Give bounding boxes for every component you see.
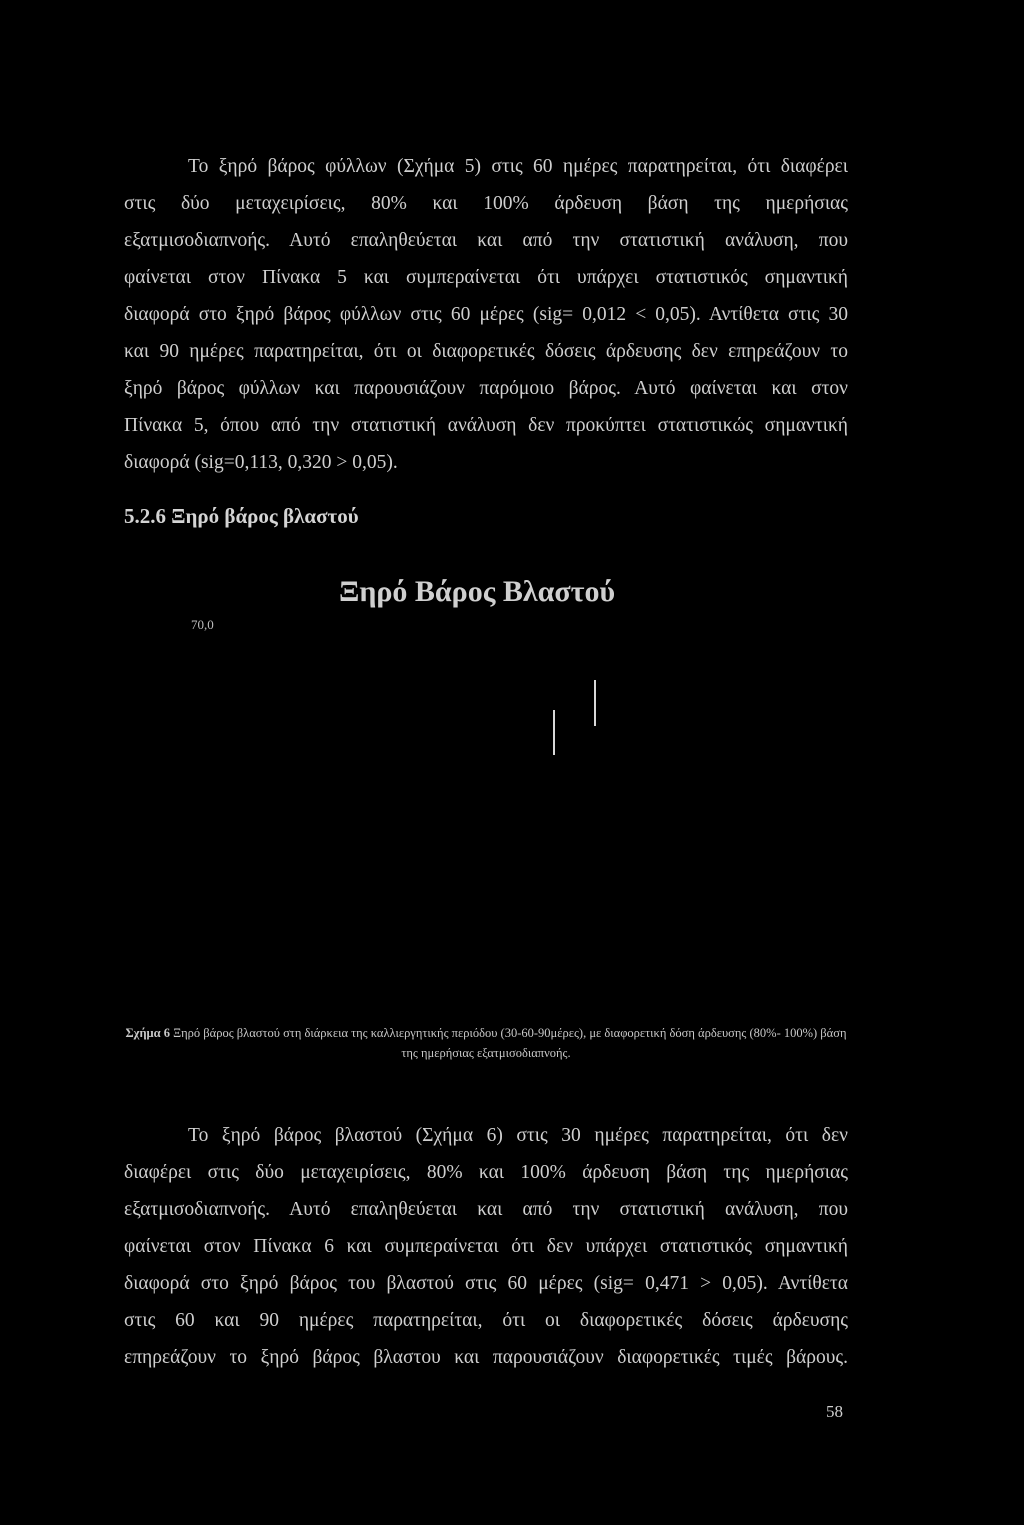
paragraph-leaf-dry-weight <box>124 148 848 481</box>
figure-caption <box>124 1023 848 1063</box>
section-heading: 5.2.6 Ξηρό βάρος βλαστού <box>124 504 359 528</box>
paragraph-stem-dry-weight <box>124 1117 848 1376</box>
caption-text: Ξηρό βάρος βλαστού στη διάρκεια της καλλιεργητικής περιόδου (30-60-90μέρες), με διαφορετική δόση άρδευσης (80%- 100%) βάση της ημερήσιας εξατμισοδιαπνοής. <box>169 1026 847 1060</box>
text-line: ξηρό βάρος φύλλων και παρουσιάζουν παρόμοιο βάρος. Αυτό φαίνεται και στον <box>124 378 848 399</box>
y-axis-tick-label: 70,0 <box>191 617 214 632</box>
text-line: και 90 ημέρες παρατηρείται, ότι οι διαφορετικές δόσεις άρδευσης δεν επηρεάζουν το <box>124 341 848 362</box>
text-line: Το ξηρό βάρος βλαστού (Σχήμα 6) στις 30 ημέρες παρατηρείται, ότι δεν <box>188 1125 848 1146</box>
text-line: διαφορά στο ξηρό βάρος φύλλων στις 60 μέρες (sig= 0,012 < 0,05). Αντίθετα στις 30 <box>124 304 848 325</box>
stem-dry-weight-chart <box>124 560 848 1000</box>
text-line: επηρεάζουν το ξηρό βάρος βλαστου και παρουσιάζουν διαφορετικές τιμές βάρους. <box>124 1347 848 1368</box>
text-line: διαφορά (sig=0,113, 0,320 > 0,05). <box>124 452 398 473</box>
text-line: εξατμισοδιαπνοής. Αυτό επαληθεύεται και από την στατιστική ανάλυση, που <box>124 1199 848 1220</box>
text-line: εξατμισοδιαπνοής. Αυτό επαληθεύεται και από την στατιστική ανάλυση, που <box>124 230 848 251</box>
chart-title: Ξηρό Βάρος Βλαστού <box>339 575 616 608</box>
text-line: Πίνακα 5, όπου από την στατιστική ανάλυση δεν προκύπτει στατιστικώς σημαντική <box>124 415 848 436</box>
text-line: στις 60 και 90 ημέρες παρατηρείται, ότι οι διαφορετικές δόσεις άρδευσης <box>124 1310 848 1331</box>
text-line: Το ξηρό βάρος φύλλων (Σχήμα 5) στις 60 ημέρες παρατηρείται, ότι διαφέρει <box>188 156 848 177</box>
text-line: φαίνεται στον Πίνακα 6 και συμπεραίνεται ότι δεν υπάρχει στατιστικός σημαντική <box>124 1236 848 1257</box>
text-line: στις δύο μεταχειρίσεις, 80% και 100% άρδευση βάση της ημερήσιας <box>124 193 848 214</box>
error-bar <box>553 710 555 755</box>
error-bar <box>594 680 596 726</box>
caption-label: Σχήμα 6 <box>125 1026 170 1040</box>
text-line: διαφορά στο ξηρό βάρος του βλαστού στις 60 μέρες (sig= 0,471 > 0,05). Αντίθετα <box>124 1273 848 1294</box>
text-line: διαφέρει στις δύο μεταχειρίσεις, 80% και 100% άρδευση βάση της ημερήσιας <box>124 1162 848 1183</box>
page-number: 58 <box>826 1402 843 1421</box>
text-line: φαίνεται στον Πίνακα 5 και συμπεραίνεται ότι υπάρχει στατιστικός σημαντική <box>124 267 848 288</box>
